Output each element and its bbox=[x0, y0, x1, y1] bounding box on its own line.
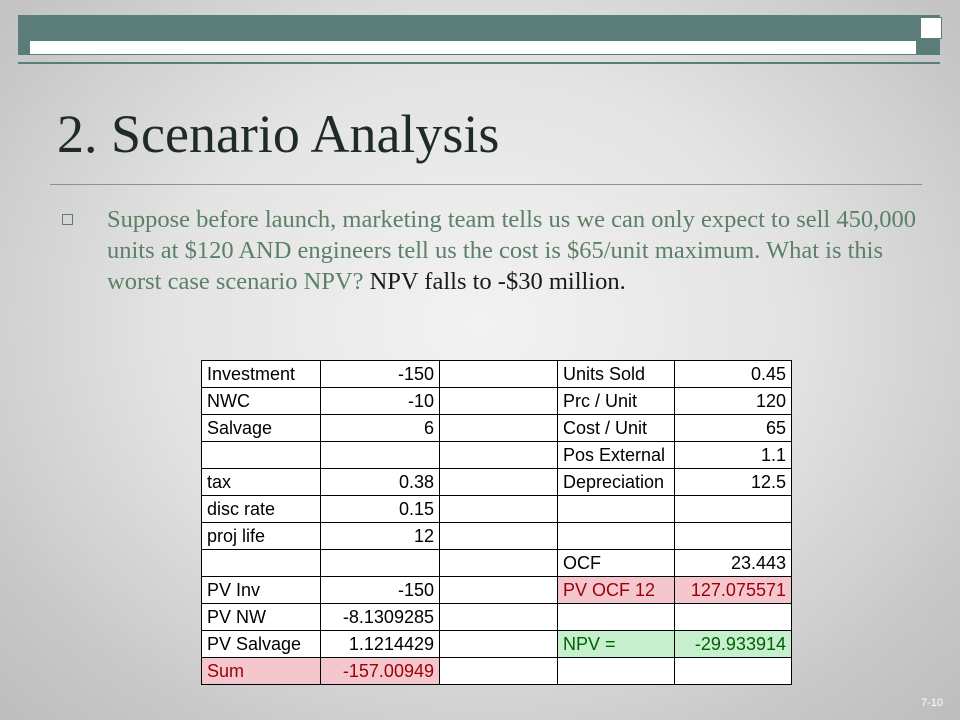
cell-value: -10 bbox=[321, 388, 440, 415]
cell-label: NWC bbox=[202, 388, 321, 415]
table-row bbox=[202, 604, 792, 631]
cell-empty bbox=[440, 550, 558, 577]
cell-empty bbox=[440, 361, 558, 388]
table-row bbox=[202, 415, 792, 442]
cell-label bbox=[558, 604, 675, 631]
cell-label-highlight-red: Sum bbox=[202, 658, 321, 685]
bullet-text: Suppose before launch, marketing team tells us we can only expect to sell 450,000 units at $120 AND engineers tell us the cost is $65/unit maximum. What is this worst case scenario NPV? bbox=[107, 206, 916, 295]
cell-label: Salvage bbox=[202, 415, 321, 442]
cell-value: 0.38 bbox=[321, 469, 440, 496]
cell-empty bbox=[440, 604, 558, 631]
cell-label: disc rate bbox=[202, 496, 321, 523]
page-number: 7-10 bbox=[921, 697, 944, 709]
cell-label bbox=[558, 658, 675, 685]
cell-label: tax bbox=[202, 469, 321, 496]
table-row bbox=[202, 496, 792, 523]
cell-value: 0.45 bbox=[675, 361, 792, 388]
cell-value: 1.1214429 bbox=[321, 631, 440, 658]
cell-value bbox=[321, 550, 440, 577]
cell-label: Prc / Unit bbox=[558, 388, 675, 415]
cell-label bbox=[558, 523, 675, 550]
cell-label: proj life bbox=[202, 523, 321, 550]
cell-empty bbox=[440, 469, 558, 496]
cell-value: -8.1309285 bbox=[321, 604, 440, 631]
cell-value bbox=[321, 442, 440, 469]
cell-value: 6 bbox=[321, 415, 440, 442]
cell-label-highlight-red: PV OCF 12 bbox=[558, 577, 675, 604]
cell-value: 0.15 bbox=[321, 496, 440, 523]
header-corner-box bbox=[920, 17, 942, 39]
cell-label: Depreciation bbox=[558, 469, 675, 496]
cell-label: PV NW bbox=[202, 604, 321, 631]
cell-value bbox=[675, 496, 792, 523]
cell-value: 120 bbox=[675, 388, 792, 415]
cell-empty bbox=[440, 442, 558, 469]
table-row bbox=[202, 658, 792, 685]
cell-empty bbox=[440, 415, 558, 442]
table-row bbox=[202, 550, 792, 577]
cell-value: -150 bbox=[321, 361, 440, 388]
header-underline bbox=[18, 62, 940, 64]
title-divider bbox=[50, 184, 922, 185]
header-bar-inner bbox=[30, 41, 916, 54]
cell-empty bbox=[440, 577, 558, 604]
table-row bbox=[202, 577, 792, 604]
header-band bbox=[0, 0, 960, 70]
cell-value-highlight-green: -29.933914 bbox=[675, 631, 792, 658]
cell-label: Investment bbox=[202, 361, 321, 388]
cell-value: 23.443 bbox=[675, 550, 792, 577]
cell-value: 12.5 bbox=[675, 469, 792, 496]
cell-label bbox=[202, 442, 321, 469]
cell-value: 1.1 bbox=[675, 442, 792, 469]
cell-label-highlight-green: NPV = bbox=[558, 631, 675, 658]
cell-label: PV Inv bbox=[202, 577, 321, 604]
table-row bbox=[202, 523, 792, 550]
table-row bbox=[202, 361, 792, 388]
cell-value bbox=[675, 658, 792, 685]
cell-label: PV Salvage bbox=[202, 631, 321, 658]
cell-label: Cost / Unit bbox=[558, 415, 675, 442]
table-row bbox=[202, 442, 792, 469]
cell-value bbox=[675, 604, 792, 631]
bullet-paragraph bbox=[107, 204, 917, 297]
cell-value: 12 bbox=[321, 523, 440, 550]
cell-empty bbox=[440, 631, 558, 658]
table-row bbox=[202, 469, 792, 496]
cell-empty bbox=[440, 658, 558, 685]
cell-empty bbox=[440, 496, 558, 523]
cell-empty bbox=[440, 388, 558, 415]
bullet-emphasis: NPV falls to -$30 million. bbox=[369, 268, 626, 295]
table-row bbox=[202, 388, 792, 415]
bullet-square-icon bbox=[62, 214, 73, 225]
cell-label bbox=[558, 496, 675, 523]
cell-label: Units Sold bbox=[558, 361, 675, 388]
cell-value: 65 bbox=[675, 415, 792, 442]
scenario-spreadsheet bbox=[201, 360, 792, 685]
cell-empty bbox=[440, 523, 558, 550]
cell-label bbox=[202, 550, 321, 577]
cell-label: Pos External bbox=[558, 442, 675, 469]
cell-value: -150 bbox=[321, 577, 440, 604]
cell-value bbox=[675, 523, 792, 550]
cell-label: OCF bbox=[558, 550, 675, 577]
cell-value-highlight-red: 127.075571 bbox=[675, 577, 792, 604]
cell-value-highlight-red: -157.00949 bbox=[321, 658, 440, 685]
table-row bbox=[202, 631, 792, 658]
slide-title: 2. Scenario Analysis bbox=[57, 104, 500, 164]
